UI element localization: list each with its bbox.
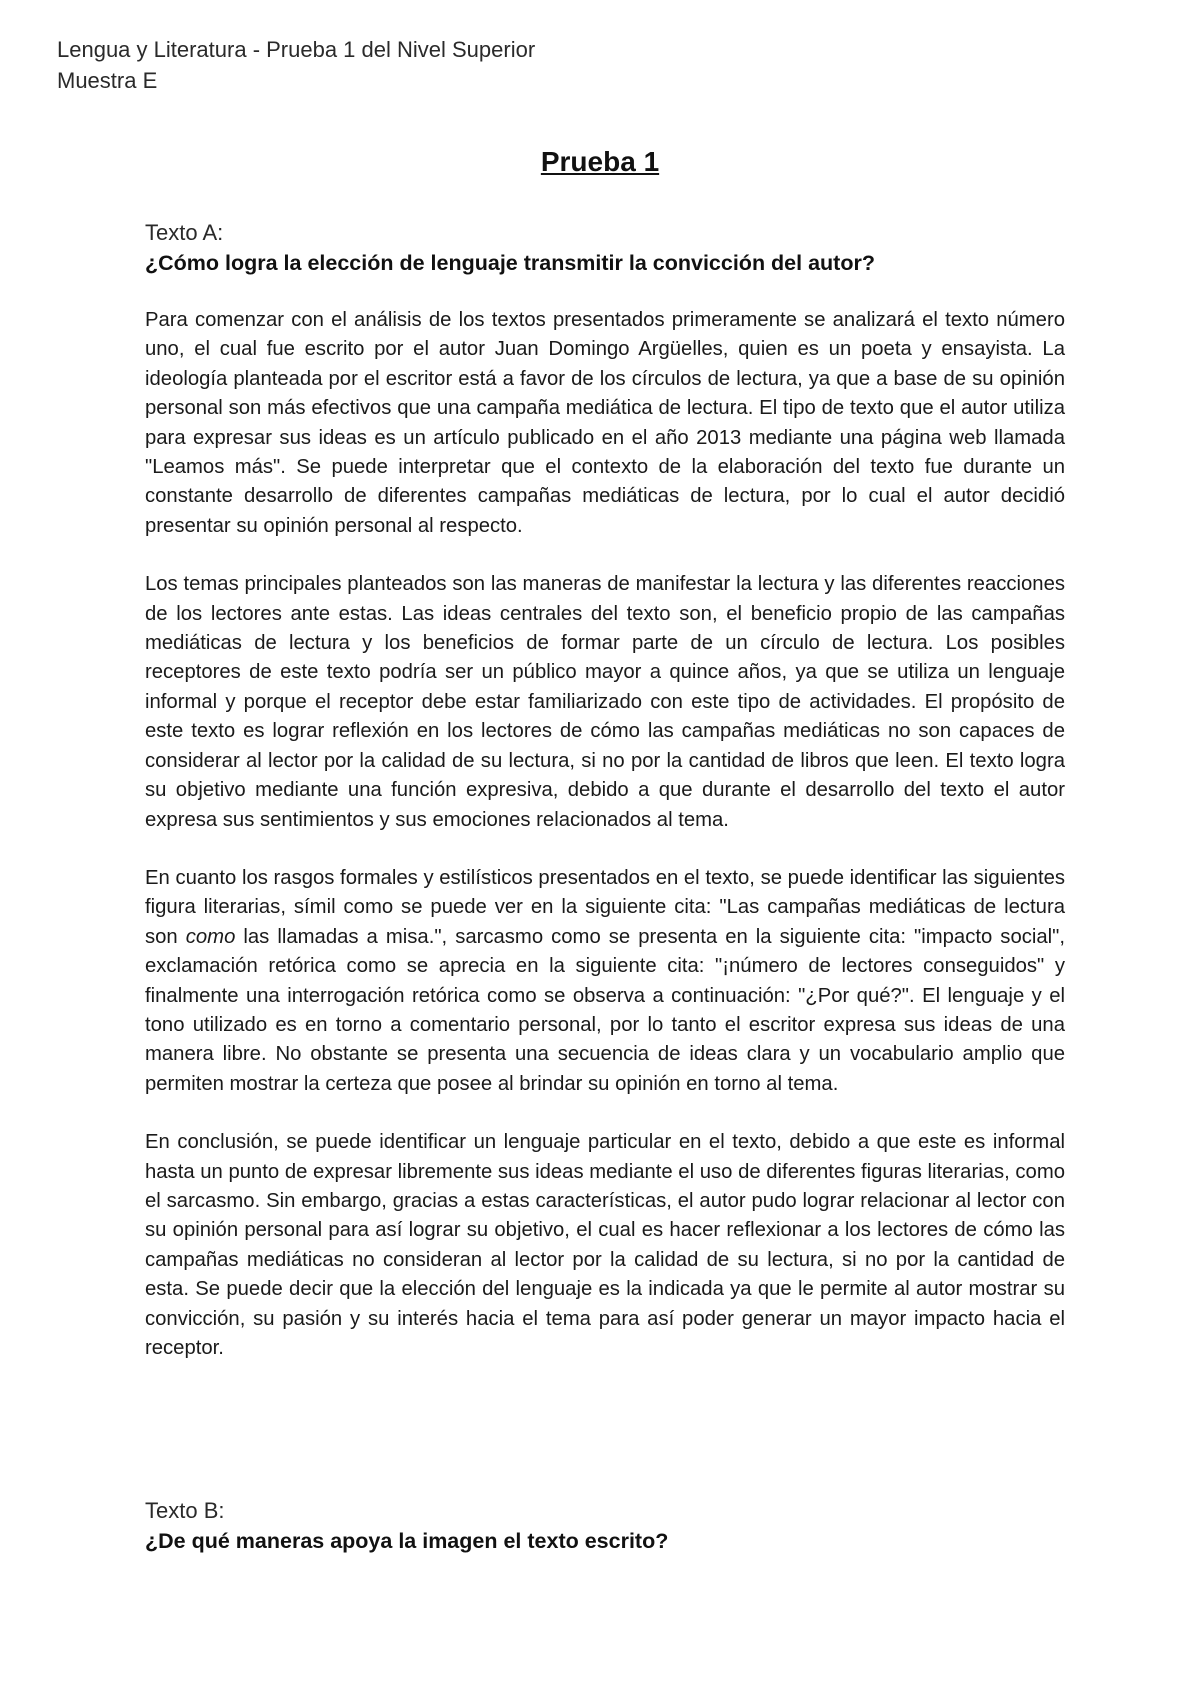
paragraph-stylistic-emphasis: como [185, 925, 236, 948]
section-a-question: ¿Cómo logra la elección de lenguaje transmitir la convicción del autor? [145, 251, 875, 275]
header-sample-line: Muestra E [57, 68, 158, 93]
section-b-question: ¿De qué maneras apoya la imagen el texto escrito? [145, 1529, 669, 1553]
paragraph-stylistic [145, 864, 1065, 1099]
section-a [145, 218, 1065, 1392]
page-header [57, 34, 535, 96]
paragraph-stylistic-part2: las llamadas a misa.", sarcasmo como se presenta en la siguiente cita: "impacto social", exclamación retórica como se aprecia en la siguiente cita: "¡número de lectores conseguidos" y finalmente una interrogación retórica como se observa a continuación: "¿Por qué?". El lenguaje y el tono utilizado es en torno a comentario personal, por lo tanto el escritor expresa sus ideas de una manera libre. No obstante se presenta una secuencia de ideas clara y un vocabulario amplio que permiten mostrar la certeza que posee al brindar su opinión en torno al tema. [145, 925, 1065, 1095]
paragraph-themes: Los temas principales planteados son las maneras de manifestar la lectura y las diferentes reacciones de los lectores ante estas. Las ideas centrales del texto son, el beneficio propio de las campañas mediáticas de lectura y los beneficios de formar parte de un círculo de lectura. Los posibles receptores de este texto podría ser un público mayor a quince años, ya que se utiliza un lenguaje informal y porque el receptor debe estar familiarizado con este tipo de actividades. El propósito de este texto es lograr reflexión en los lectores de cómo las campañas mediáticas no son capaces de considerar al lector por la calidad de su lectura, si no por la cantidad de libros que leen. El texto logra su objetivo mediante una función expresiva, debido a que durante el desarrollo del texto el autor expresa sus sentimientos y sus emociones relacionados al tema. [145, 573, 1065, 831]
header-course-line: Lengua y Literatura - Prueba 1 del Nivel Superior [57, 37, 536, 62]
paragraph-intro: Para comenzar con el análisis de los textos presentados primeramente se analizará el texto número uno, el cual fue escrito por el autor Juan Domingo Argüelles, quien es un poeta y ensayista. La ideología planteada por el escritor está a favor de los círculos de lectura, ya que a base de su opinión personal son más efectivos que una campaña mediática de lectura. El tipo de texto que el autor utiliza para expresar sus ideas es un artículo publicado en el año 2013 mediante una página web llamada "Leamos más". Se puede interpretar que el contexto de la elaboración del texto fue durante un constante desarrollo de diferentes campañas mediáticas de lectura, por lo cual el autor decidió presentar su opinión personal al respecto. [145, 309, 1065, 537]
section-b [145, 1496, 1065, 1584]
paragraph-stylistic-part1: En cuanto los rasgos formales y estilísticos presentados en el texto, se puede identificar las siguientes figura literarias, símil como se puede ver en la siguiente cita: "Las campañas mediáticas de lectura son [145, 866, 1065, 948]
section-a-label: Texto A: [145, 220, 224, 245]
paragraph-conclusion: En conclusión, se puede identificar un lenguaje particular en el texto, debido a que este es informal hasta un punto de expresar libremente sus ideas mediante el uso de diferentes figuras literarias, como el sarcasmo. Sin embargo, gracias a estas características, el autor pudo lograr relacionar al lector con su opinión personal para así lograr su objetivo, el cual es hacer reflexionar a los lectores de cómo las campañas mediáticas no consideran al lector por la calidad de su lectura, si no por la cantidad de esta. Se puede decir que la elección del lenguaje es la indicada ya que le permite al autor mostrar su convicción, su pasión y su interés hacia el tema para así poder generar un mayor impacto hacia el receptor. [145, 1131, 1065, 1359]
section-b-label: Texto B: [145, 1498, 225, 1523]
page-title: Prueba 1 [540, 146, 660, 177]
